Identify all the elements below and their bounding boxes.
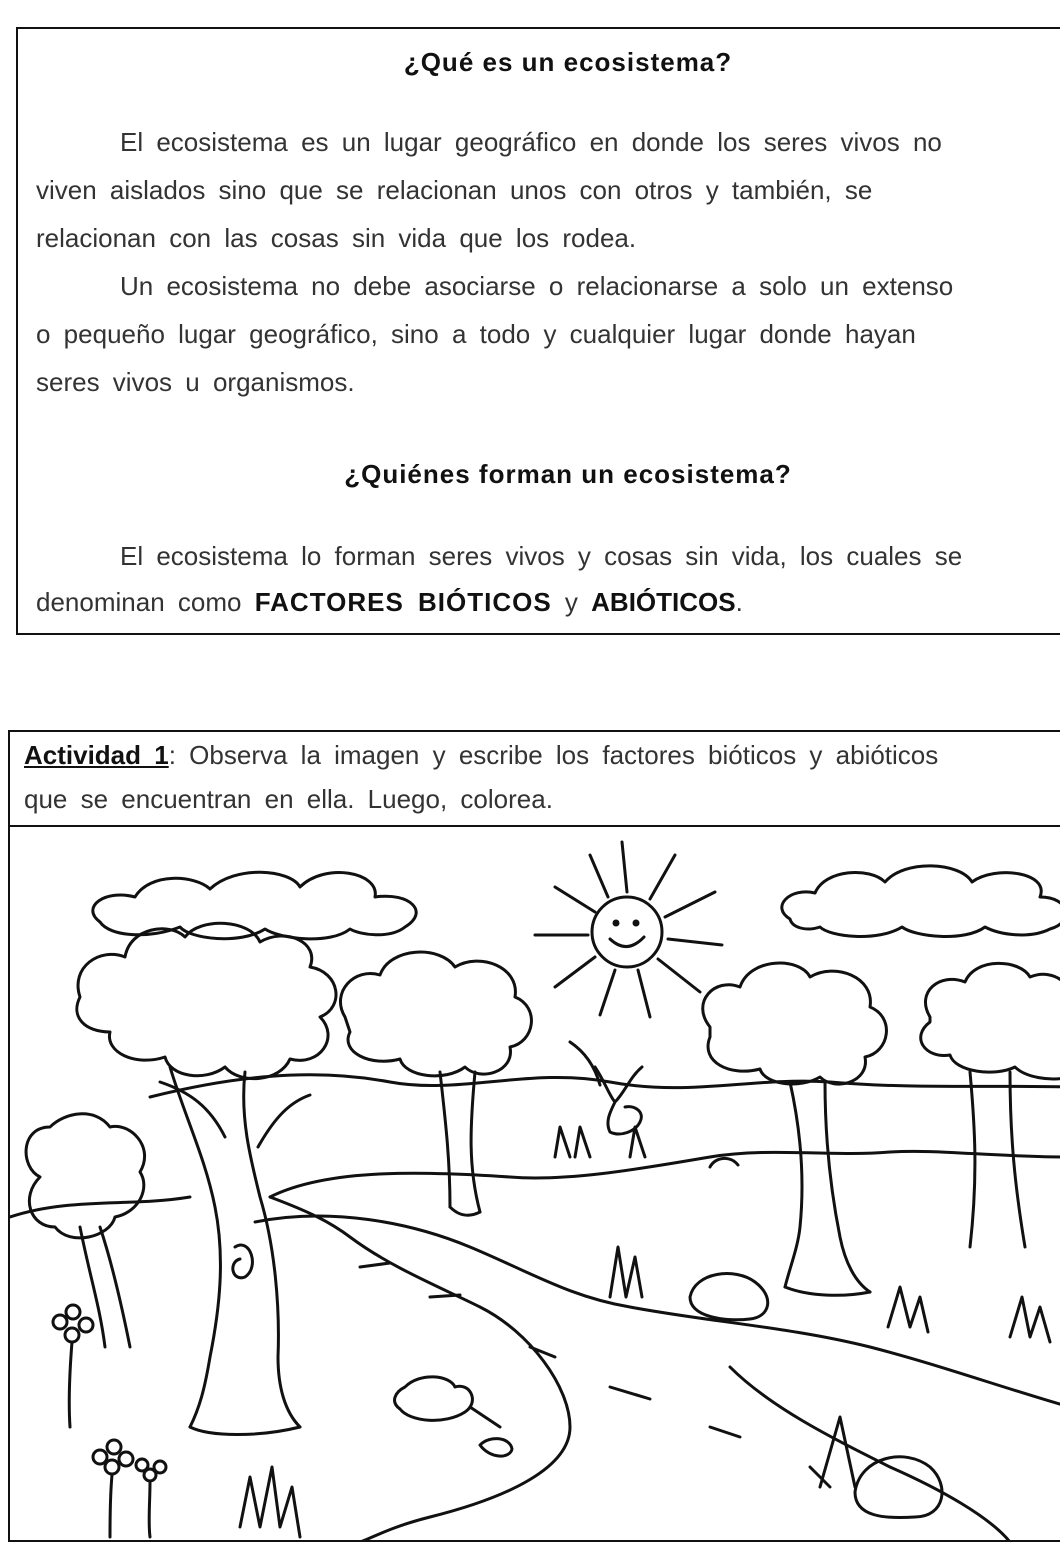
info-box <box>16 27 1060 635</box>
sun-icon <box>535 842 722 1017</box>
paragraph-line: relacionan con las cosas sin vida que los rodea. <box>36 223 637 253</box>
paragraph-line-factors: denominan como FACTORES BIÓTICOS y ABIÓTICOS. <box>36 587 743 617</box>
bird-icon <box>570 1042 642 1134</box>
heading-quienes-forman: ¿Quiénes forman un ecosistema? <box>344 459 792 489</box>
term-abioticos: ABIÓTICOS <box>591 587 736 617</box>
paragraph-line: El ecosistema es un lugar geográfico en donde los seres vivos no <box>120 127 942 157</box>
paragraph-line: o pequeño lugar geográfico, sino a todo y cualquier lugar donde hayan <box>36 319 916 349</box>
activity-instructions: Actividad 1: Observa la imagen y escribe los factores bióticos y abióticos <box>24 740 939 770</box>
paragraph-line: Un ecosistema no debe asociarse o relacionarse a solo un extenso <box>120 271 954 301</box>
cloud-left <box>93 872 416 939</box>
tree-left <box>26 923 336 1434</box>
flower-icon <box>53 1305 166 1537</box>
tree-right <box>703 963 1060 1295</box>
river <box>270 1151 1060 1197</box>
activity-instructions-line2: que se encuentran en ella. Luego, colorea. <box>24 784 553 814</box>
paragraph-line: viven aislados sino que se relacionan unos con otros y también, se <box>36 175 873 205</box>
grass-icon <box>240 1127 1050 1537</box>
activity-label: Actividad 1 <box>24 740 169 770</box>
paragraph-line: El ecosistema lo forman seres vivos y cosas sin vida, los cuales se <box>120 541 963 571</box>
cloud-right <box>782 866 1060 937</box>
heading-que-es: ¿Qué es un ecosistema? <box>403 47 733 77</box>
paragraph-line: seres vivos u organismos. <box>36 367 355 397</box>
term-bioticos: FACTORES BIÓTICOS <box>254 587 552 617</box>
ecosystem-coloring-illustration <box>10 827 1060 1542</box>
activity-box <box>8 730 1060 1542</box>
